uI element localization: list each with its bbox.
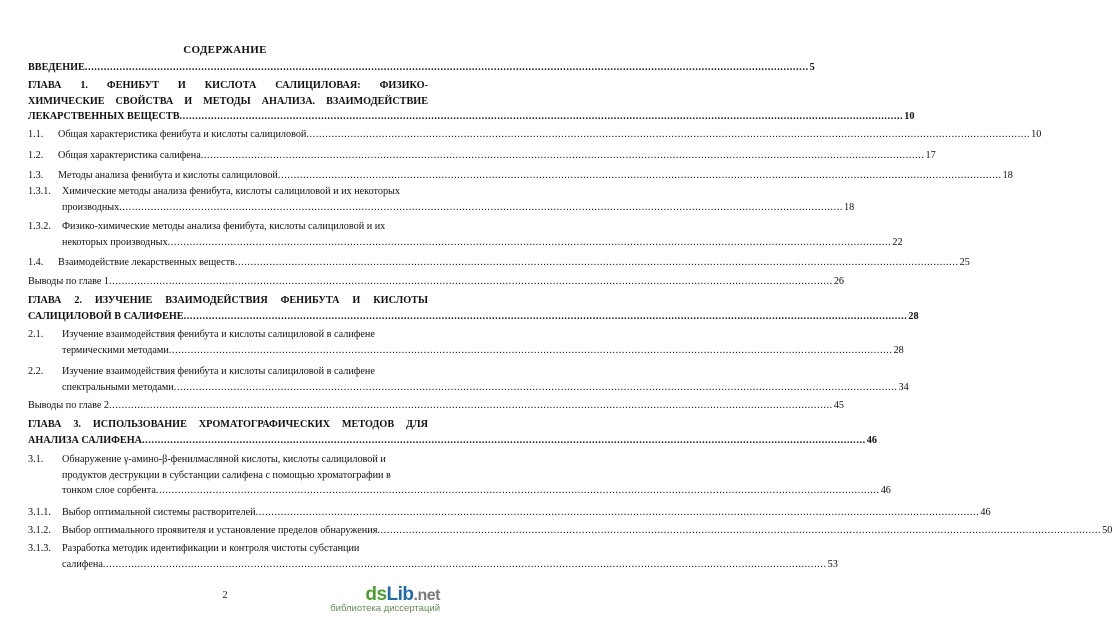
dot-leader	[156, 483, 880, 499]
toc-label: Химические методы анализа фенибута, кислоты салициловой и их некоторых	[62, 186, 400, 197]
toc-label: Методы анализа фенибута и кислоты салициловой	[58, 170, 278, 181]
dot-leader	[109, 398, 833, 414]
toc-item[interactable]	[28, 255, 970, 271]
toc-chapter-3[interactable]	[28, 417, 877, 448]
toc-number: 1.2.	[28, 150, 44, 161]
chapter-heading-line: АНАЛИЗА САЛИФЕНА	[28, 434, 142, 446]
dot-leader	[109, 274, 833, 290]
chapter-heading-line: ЛЕКАРСТВЕННЫХ ВЕЩЕСТВ	[28, 111, 180, 123]
toc-item-conclusions[interactable]	[28, 398, 844, 414]
page-number: 2	[222, 590, 228, 601]
toc-number: 3.1.1.	[28, 507, 51, 518]
toc-number: 3.1.3.	[28, 543, 51, 554]
toc-label-cont: некоторых производных	[62, 236, 168, 248]
toc-page: 50	[1102, 525, 1112, 536]
toc-label: ВВЕДЕНИЕ	[28, 62, 85, 73]
chapter-heading-line: ГЛАВА 3. ИСПОЛЬЗОВАНИЕ ХРОМАТОГРАФИЧЕСКИХ МЕТОДОВ ДЛЯ	[28, 419, 428, 430]
dot-leader	[168, 235, 892, 251]
toc-label: Физико-химические методы анализа фенибута, кислоты салициловой и их	[62, 221, 386, 232]
toc-page: 46	[866, 434, 877, 446]
toc-number: 3.1.	[28, 454, 44, 465]
toc-item[interactable]	[28, 523, 1112, 539]
chapter-heading-line: ХИМИЧЕСКИЕ СВОЙСТВА И МЕТОДЫ АНАЛИЗА. ВЗАИМОДЕЙСТВИЕ	[28, 95, 428, 107]
toc-item[interactable]	[28, 327, 904, 358]
watermark-logo[interactable]	[330, 584, 440, 614]
toc-label-cont: тонком слое сорбента	[62, 485, 156, 497]
dot-leader	[278, 168, 1002, 184]
dot-leader	[256, 505, 980, 521]
toc-item[interactable]	[28, 184, 855, 215]
toc-item[interactable]	[28, 452, 891, 499]
toc-page: 10	[1031, 129, 1042, 140]
toc-page: 46	[880, 485, 891, 497]
toc-page: 28	[893, 344, 904, 356]
dot-leader	[119, 200, 843, 216]
chapter-heading-line: САЛИЦИЛОВОЙ В САЛИФЕНЕ	[28, 310, 184, 322]
toc-page: 28	[908, 310, 919, 322]
toc-item[interactable]	[28, 505, 991, 521]
dot-leader	[235, 255, 959, 271]
page-title: СОДЕРЖАНИЕ	[183, 44, 267, 56]
chapter-heading-line: ГЛАВА 2. ИЗУЧЕНИЕ ВЗАИМОДЕЙСТВИЯ ФЕНИБУТА И КИСЛОТЫ	[28, 295, 428, 306]
toc-page: 25	[959, 257, 970, 268]
dot-leader	[184, 309, 908, 325]
toc-page: 18	[1002, 170, 1013, 181]
toc-number: 1.3.1.	[28, 186, 51, 197]
toc-page: 18	[844, 201, 855, 213]
toc-number: 1.3.2.	[28, 221, 51, 232]
toc-label: Выбор оптимальной системы растворителей	[62, 507, 256, 518]
toc-page: 26	[833, 276, 844, 287]
dot-leader	[201, 148, 925, 164]
toc-page: 34	[898, 381, 909, 393]
toc-item[interactable]	[28, 148, 936, 164]
toc-entry-intro[interactable]	[28, 60, 815, 76]
chapter-heading-line: ГЛАВА 1. ФЕНИБУТ И КИСЛОТА САЛИЦИЛОВАЯ: ФИЗИКО-	[28, 80, 428, 91]
toc-label-cont: термическими методами	[62, 344, 169, 356]
toc-item[interactable]	[28, 219, 903, 250]
dot-leader	[174, 380, 898, 396]
toc-label: Изучение взаимодействия фенибута и кислоты салициловой в салифене	[62, 366, 375, 377]
dot-leader	[306, 127, 1030, 143]
watermark-subtitle: библиотека диссертаций	[330, 603, 440, 614]
toc-label-cont: спектральными методами	[62, 381, 174, 393]
toc-label: Общая характеристика фенибута и кислоты салициловой	[58, 129, 307, 140]
toc-page: 45	[833, 400, 844, 411]
toc-item[interactable]	[28, 168, 1013, 184]
toc-item[interactable]	[28, 364, 909, 395]
dslib-logo: dsLib.net	[365, 584, 440, 605]
toc-label-cont: производных	[62, 201, 120, 213]
toc-page: 17	[925, 150, 936, 161]
toc-chapter-1[interactable]	[28, 78, 915, 125]
toc-page: 10	[904, 111, 915, 123]
toc-chapter-2[interactable]	[28, 293, 919, 324]
toc-page: 46	[980, 507, 991, 518]
dot-leader	[85, 60, 809, 76]
toc-label: Выбор оптимального проявителя и установление пределов обнаружения	[62, 525, 378, 536]
dot-leader	[180, 109, 904, 125]
dot-leader	[103, 557, 827, 573]
toc-label: Взаимодействие лекарственных веществ	[58, 257, 235, 268]
toc-label-cont: продуктов деструкции в субстанции салифена с помощью хроматографии в	[62, 469, 391, 481]
dot-leader	[377, 523, 1101, 539]
toc-label-cont: салифена	[62, 558, 103, 570]
dot-leader	[142, 433, 866, 449]
toc-item-conclusions[interactable]	[28, 274, 844, 290]
toc-label: Выводы по главе 2	[28, 400, 110, 411]
toc-label: Общая характеристика салифена	[58, 150, 201, 161]
toc-number: 2.1.	[28, 329, 44, 340]
toc-label: Изучение взаимодействия фенибута и кислоты салициловой в салифене	[62, 329, 375, 340]
toc-number: 3.1.2.	[28, 525, 51, 536]
toc-page: 53	[827, 558, 838, 570]
toc-label: Обнаружение γ-амино-β-фенилмасляной кислоты, кислоты салициловой и	[62, 454, 386, 465]
toc-number: 1.4.	[28, 257, 44, 268]
toc-number: 1.3.	[28, 170, 44, 181]
toc-page: 22	[892, 236, 903, 248]
toc-label: Разработка методик идентификации и контроля чистоты субстанции	[62, 543, 360, 554]
toc-number: 2.2.	[28, 366, 44, 377]
toc-item[interactable]	[28, 541, 838, 572]
toc-item[interactable]	[28, 127, 1042, 143]
toc-label: Выводы по главе 1	[28, 276, 110, 287]
toc-page: 5	[809, 62, 815, 73]
dot-leader	[169, 343, 893, 359]
toc-number: 1.1.	[28, 129, 44, 140]
